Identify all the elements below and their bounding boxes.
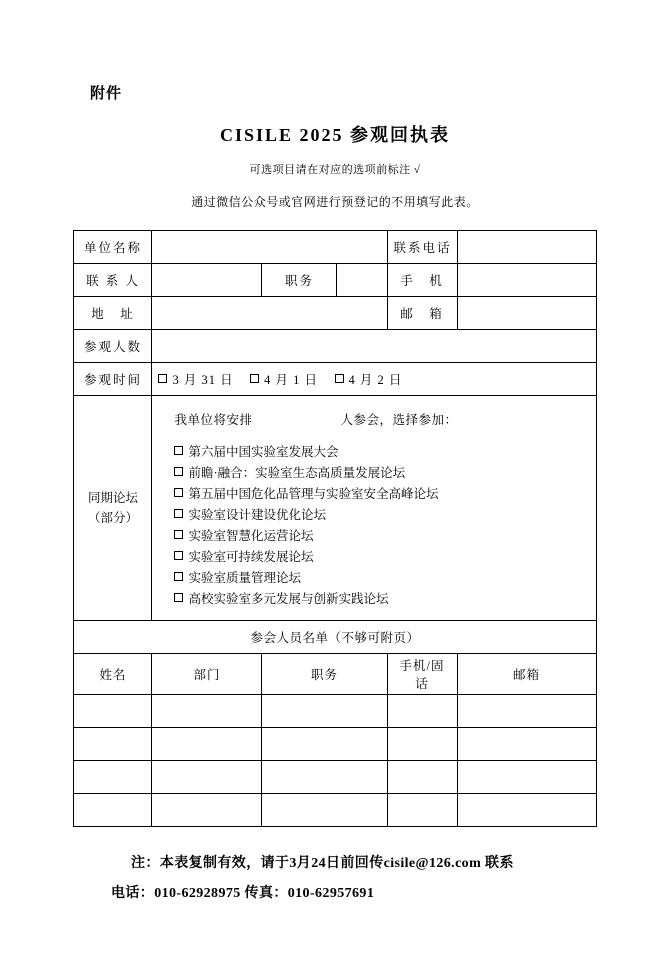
checkbox-icon[interactable] [158,374,167,383]
forum-section-label-line1: 同期论坛 [87,491,138,505]
forum-attendee-count-line [174,410,591,428]
visitor-count-label: 参观人数 [74,330,152,363]
roster-col-name: 姓名 [74,654,152,695]
roster-cell-department[interactable] [152,695,262,728]
forum-option[interactable]: 实验室设计建设优化论坛 [174,505,591,526]
page-title: CISILE 2025 参观回执表 [219,125,451,145]
mobile-label: 手 机 [387,264,457,297]
address-input[interactable] [152,297,387,330]
visit-time-options [152,363,596,396]
roster-cell-department[interactable] [152,794,262,827]
footer [65,849,605,909]
checkbox-icon[interactable] [174,467,183,476]
position-input[interactable] [337,264,387,297]
roster-cell-email[interactable] [457,695,596,728]
forum-section-label-line2: （部分） [87,511,138,525]
visit-date-option-3[interactable]: 4 月 2 日 [335,373,403,387]
checkbox-icon[interactable] [174,551,183,560]
checkbox-icon[interactable] [250,374,259,383]
forum-option[interactable]: 实验室质量管理论坛 [174,568,591,589]
unit-name-label: 单位名称 [74,231,152,264]
forum-lead-prefix: 我单位将安排 [174,413,253,427]
checkbox-icon[interactable] [174,572,183,581]
roster-header-row [74,654,596,695]
table-row [74,396,596,621]
contact-person-input[interactable] [152,264,262,297]
visit-date-option-1[interactable]: 3 月 31 日 [158,373,233,387]
roster-col-position: 职务 [262,654,387,695]
forum-option[interactable]: 第五届中国危化品管理与实验室安全高峰论坛 [174,484,591,505]
email-input[interactable] [457,297,596,330]
roster-cell-email[interactable] [457,794,596,827]
roster-cell-name[interactable] [74,794,152,827]
roster-cell-phone[interactable] [387,761,457,794]
table-row [74,231,596,264]
forum-option[interactable]: 高校实验室多元发展与创新实践论坛 [174,589,591,610]
address-label: 地 址 [74,297,152,330]
checkbox-icon[interactable] [174,530,183,539]
visit-date-option-2[interactable]: 4 月 1 日 [250,373,318,387]
table-row [74,728,596,761]
visitor-count-input[interactable] [152,330,596,363]
table-row [74,794,596,827]
table-row [74,363,596,396]
forum-option[interactable]: 实验室智慧化运营论坛 [174,526,591,547]
roster-section-title: 参会人员名单（不够可附页） [74,621,596,654]
roster-cell-email[interactable] [457,728,596,761]
table-row [74,330,596,363]
subtitle-checkbox-note: 可选项目请在对应的选项前标注 √ [249,164,421,176]
roster-col-email: 邮箱 [457,654,596,695]
roster-cell-name[interactable] [74,761,152,794]
unit-name-input[interactable] [152,231,387,264]
contact-phone-label: 联系电话 [387,231,457,264]
forum-lead-suffix: 人参会，选择参加： [340,413,458,427]
table-row [74,264,596,297]
roster-cell-name[interactable] [74,728,152,761]
roster-cell-department[interactable] [152,761,262,794]
forum-option[interactable]: 实验室可持续发展论坛 [174,547,591,568]
roster-col-department: 部门 [152,654,262,695]
checkbox-icon[interactable] [174,593,183,602]
roster-cell-phone[interactable] [387,794,457,827]
registration-form-table [73,230,596,827]
roster-cell-phone[interactable] [387,695,457,728]
roster-cell-department[interactable] [152,728,262,761]
table-row [74,621,596,654]
visit-time-label: 参观时间 [74,363,152,396]
position-label: 职务 [262,264,337,297]
forum-option[interactable]: 第六届中国实验室发展大会 [174,442,591,463]
email-label: 邮 箱 [387,297,457,330]
roster-cell-phone[interactable] [387,728,457,761]
forum-option[interactable]: 前瞻·融合：实验室生态高质量发展论坛 [174,463,591,484]
table-row [74,761,596,794]
roster-cell-position[interactable] [262,794,387,827]
table-row [74,695,596,728]
footer-note-line: 注：本表复制有效，请于3月24日前回传cisile@126.com 联系 [131,856,514,871]
checkbox-icon[interactable] [174,446,183,455]
subtitle-preregistration-note: 通过微信公众号或官网进行预登记的不用填写此表。 [191,195,479,209]
document-page [0,82,670,959]
roster-cell-position[interactable] [262,728,387,761]
roster-cell-position[interactable] [262,695,387,728]
checkbox-icon[interactable] [174,509,183,518]
footer-contact-line: 电话：010-62928975 传真：010-62957691 [111,886,375,901]
checkbox-icon[interactable] [174,488,183,497]
roster-cell-position[interactable] [262,761,387,794]
contact-person-label: 联 系 人 [74,264,152,297]
roster-cell-name[interactable] [74,695,152,728]
attachment-label: 附件 [90,85,123,102]
table-row [74,297,596,330]
roster-col-phone: 手机/固话 [387,654,457,695]
mobile-input[interactable] [457,264,596,297]
contact-phone-input[interactable] [457,231,596,264]
forum-options-cell [152,396,596,621]
forum-section-label [74,396,152,621]
checkbox-icon[interactable] [335,374,344,383]
roster-cell-email[interactable] [457,761,596,794]
